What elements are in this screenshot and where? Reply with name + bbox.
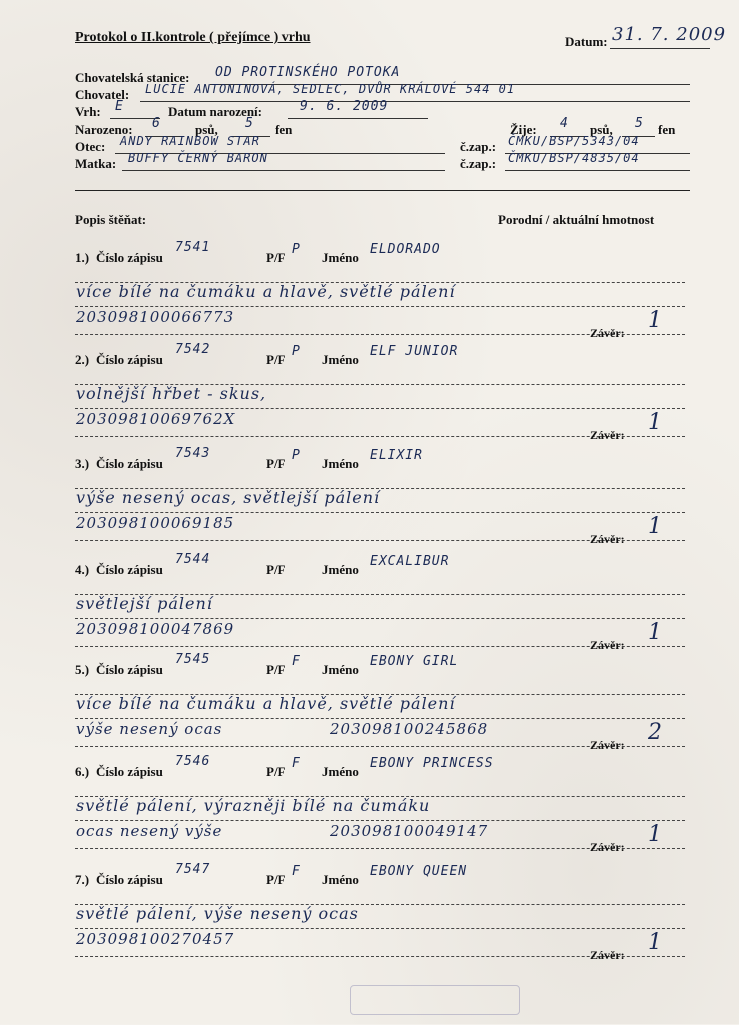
birth-line [288, 118, 428, 119]
dotted-line [75, 512, 685, 513]
date-value: 31. 7. 2009 [612, 24, 727, 45]
result-label: Závěr: [590, 948, 625, 962]
dam-reg-value: ČMKU/BSP/4835/04 [508, 151, 640, 165]
puppy-name: ELIXIR [370, 448, 423, 463]
name-label: Jméno [322, 456, 359, 471]
puppy-number: 4.) [75, 562, 90, 577]
sex-label: P/F [266, 456, 286, 471]
dotted-line [75, 618, 685, 619]
puppy-note-2: výše nesený ocas [76, 720, 223, 738]
puppy-result: 2 [648, 720, 663, 745]
dam-line [122, 170, 445, 171]
puppy-sex: P [292, 344, 301, 359]
sire-value: ANDY RAINBOW STAR [120, 134, 260, 148]
alive-dogs: 4 [560, 116, 569, 131]
name-label: Jméno [322, 352, 359, 367]
dogs-label: psů, [195, 122, 218, 137]
station-label: Chovatelská stanice: [75, 70, 190, 85]
puppy-sex: P [292, 242, 301, 257]
name-label: Jméno [322, 764, 359, 779]
sire-reg-value: ČMKU/BSP/5343/04 [508, 134, 640, 148]
sex-label: P/F [266, 250, 286, 265]
puppy-note-2: 203098100270457 [76, 930, 235, 948]
puppy-result: 1 [648, 308, 663, 333]
dam-label: Matka: [75, 156, 117, 171]
reg-label: Číslo zápisu [96, 562, 163, 577]
dotted-line [75, 718, 685, 719]
puppy-reg: 7541 [175, 240, 211, 255]
name-label: Jméno [322, 250, 359, 265]
puppy-note: více bílé na čumáku a hlavě, světlé pálení [76, 282, 456, 301]
sire-reg-label: č.zap.: [460, 139, 497, 154]
sex-label: P/F [266, 662, 286, 677]
breeder-value: LUCIE ANTONINOVÁ, SEDLEC, DVŮR KRÁLOVÉ 544 01 [145, 82, 516, 96]
puppy-note-2: 203098100066773 [76, 308, 235, 326]
puppy-number: 1.) [75, 250, 90, 265]
birth-value: 9. 6. 2009 [300, 99, 389, 114]
sire-label: Otec: [75, 139, 106, 154]
sex-label: P/F [266, 352, 286, 367]
reg-label: Číslo zápisu [96, 764, 163, 779]
reg-label: Číslo zápisu [96, 250, 163, 265]
reg-label: Číslo zápisu [96, 456, 163, 471]
puppy-reg: 7544 [175, 552, 211, 567]
puppy-note: volnější hřbet - skus, [76, 384, 267, 403]
dotted-line [75, 820, 685, 821]
puppy-note: světlejší pálení [76, 594, 213, 613]
puppy-number: 5.) [75, 662, 90, 677]
puppy-note: více bílé na čumáku a hlavě, světlé pálení [76, 694, 456, 713]
puppy-note: světlé pálení, výše nesený ocas [76, 904, 359, 923]
puppy-result: 1 [648, 930, 663, 955]
puppy-name: EBONY GIRL [370, 654, 459, 669]
page-title: Protokol o II.kontrole ( přejímce ) vrhu [75, 30, 311, 45]
weight-label: Porodní / aktuální hmotnost [498, 212, 655, 227]
club-stamp [350, 985, 520, 1025]
section-divider [75, 190, 690, 191]
puppy-name: ELF JUNIOR [370, 344, 459, 359]
sex-label: P/F [266, 872, 286, 887]
sex-label: P/F [266, 562, 286, 577]
puppy-reg: 7542 [175, 342, 211, 357]
dotted-line [75, 306, 685, 307]
puppy-sex: F [292, 756, 301, 771]
puppy-note: výše nesený ocas, světlejší pálení [76, 488, 381, 507]
alive-dogs-label: psů, [590, 122, 613, 137]
puppy-chip: 203098100245868 [330, 720, 489, 738]
puppy-note-2: 203098100047869 [76, 620, 235, 638]
dam-reg-label: č.zap.: [460, 156, 497, 171]
puppy-number: 2.) [75, 352, 90, 367]
result-label: Závěr: [590, 532, 625, 546]
puppy-result: 1 [648, 410, 663, 435]
puppy-name: EBONY QUEEN [370, 864, 468, 879]
puppy-name: EBONY PRINCESS [370, 756, 494, 771]
puppy-result: 1 [648, 620, 663, 645]
puppies-label: Popis štěňat: [75, 212, 147, 227]
puppy-number: 6.) [75, 764, 90, 779]
breeder-line [140, 101, 690, 102]
bitches-label: fen [275, 122, 293, 137]
puppy-note-2: ocas nesený výše [76, 822, 223, 840]
result-label: Závěr: [590, 638, 625, 652]
born-dogs: 6 [152, 116, 161, 131]
puppy-reg: 7547 [175, 862, 211, 877]
station-value: OD PROTINSKÉHO POTOKA [215, 65, 401, 80]
puppy-note-2: 20309810069762X [76, 410, 236, 428]
name-label: Jméno [322, 662, 359, 677]
puppy-note: světlé pálení, výrazněji bílé na čumáku [76, 796, 431, 815]
puppy-name: EXCALIBUR [370, 554, 450, 569]
dam-reg-line [505, 170, 690, 171]
puppy-reg: 7546 [175, 754, 211, 769]
result-label: Závěr: [590, 326, 625, 340]
date-label: Datum: [565, 34, 608, 49]
reg-label: Číslo zápisu [96, 662, 163, 677]
puppy-name: ELDORADO [370, 242, 441, 257]
puppy-result: 1 [648, 514, 663, 539]
puppy-result: 1 [648, 822, 663, 847]
puppy-number: 7.) [75, 872, 90, 887]
born-label: Narozeno: [75, 122, 133, 137]
dam-value: BUFFY ČERNÝ BARON [128, 151, 268, 165]
dotted-line [75, 928, 685, 929]
dotted-line [75, 408, 685, 409]
puppy-number: 3.) [75, 456, 90, 471]
puppy-sex: P [292, 448, 301, 463]
reg-label: Číslo zápisu [96, 352, 163, 367]
reg-label: Číslo zápisu [96, 872, 163, 887]
born-bitches: 5 [245, 116, 254, 131]
result-label: Závěr: [590, 840, 625, 854]
puppy-chip: 203098100049147 [330, 822, 489, 840]
alive-bitches: 5 [635, 116, 644, 131]
date-line [610, 48, 710, 49]
name-label: Jméno [322, 562, 359, 577]
litter-value: E [115, 99, 124, 114]
litter-label: Vrh: [75, 104, 101, 119]
result-label: Závěr: [590, 738, 625, 752]
name-label: Jméno [322, 872, 359, 887]
puppy-reg: 7545 [175, 652, 211, 667]
result-label: Závěr: [590, 428, 625, 442]
sex-label: P/F [266, 764, 286, 779]
alive-bitches-label: fen [658, 122, 676, 137]
breeder-label: Chovatel: [75, 87, 130, 102]
puppy-note-2: 203098100069185 [76, 514, 235, 532]
puppy-reg: 7543 [175, 446, 211, 461]
alive-label: Žije: [510, 122, 537, 137]
puppy-sex: F [292, 654, 301, 669]
birth-label: Datum narození: [168, 104, 263, 119]
puppy-sex: F [292, 864, 301, 879]
